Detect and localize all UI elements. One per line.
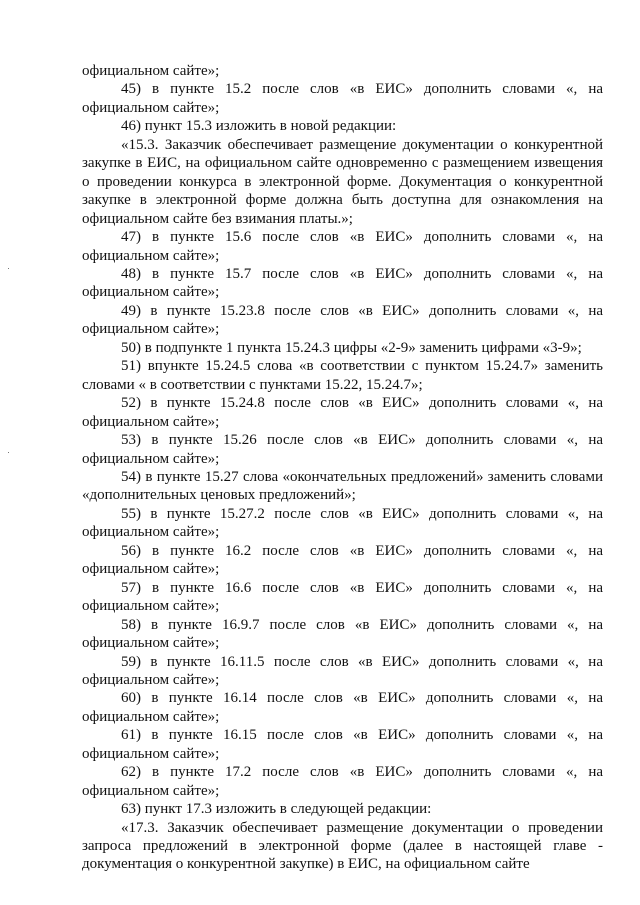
paragraph: 62) в пункте 17.2 после слов «в ЕИС» дополнить словами «, на официальном сайте»;: [82, 764, 603, 799]
paragraph: 57) в пункте 16.6 после слов «в ЕИС» дополнить словами «, на официальном сайте»;: [82, 579, 603, 615]
paragraph: 58) в пункте 16.9.7 после слов «в ЕИС» дополнить словами «, на официальном сайте»;: [82, 616, 603, 652]
paragraph: 56) в пункте 16.2 после слов «в ЕИС» дополнить словами «, на официальном сайте»;: [82, 542, 603, 578]
paragraph: 53) в пункте 15.26 после слов «в ЕИС» дополнить словами «, на официальном сайте»;: [82, 432, 603, 467]
paragraph: 52) в пункте 15.24.8 после слов «в ЕИС» дополнить словами «, на официальном сайте»;: [82, 395, 603, 430]
paragraph: 46) пункт 15.3 изложить в новой редакции:: [121, 118, 397, 135]
paragraph: 48) в пункте 15.7 после слов «в ЕИС» дополнить словами «, на официальном сайте»;: [82, 265, 603, 301]
paragraph: 47) в пункте 15.6 после слов «в ЕИС» дополнить словами «, на официальном сайте»;: [82, 229, 603, 264]
paragraph: 49) в пункте 15.23.8 после слов «в ЕИС» дополнить словами «, на официальном сайте»;: [82, 302, 603, 338]
paragraph: 50) в подпункте 1 пункта 15.24.3 цифры «2-9» заменить цифрами «3-9»;: [121, 339, 582, 356]
document-body: [82, 62, 603, 874]
paragraph: 59) в пункте 16.11.5 после слов «в ЕИС» дополнить словами «, на официальном сайте»;: [82, 653, 603, 688]
paragraph: 51) впункте 15.24.5 слова «в соответствии с пунктом 15.24.7» заменить словами « в соответствии с пунктами 15.22, 15.24.7»;: [82, 358, 603, 393]
scan-speck: [8, 452, 9, 453]
paragraph: 61) в пункте 16.15 после слов «в ЕИС» дополнить словами «, на официальном сайте»;: [82, 727, 603, 762]
paragraph: официальном сайте»;: [82, 63, 220, 79]
paragraph: «15.3. Заказчик обеспечивает размещение документации о конкурентной закупке в ЕИС, на официальном сайте одновременно с размещением извещения о проведении конкурса в электронной форме. Документация о конкурентной закупке в электронной форме должна быть доступна для ознакомления на официальном сайте без взимания платы.»;: [82, 136, 603, 227]
scan-speck: [8, 268, 9, 269]
paragraph: 63) пункт 17.3 изложить в следующей редакции:: [121, 801, 432, 818]
paragraph: 55) в пункте 15.27.2 после слов «в ЕИС» дополнить словами «, на официальном сайте»;: [82, 505, 603, 541]
paragraph: 45) в пункте 15.2 после слов «в ЕИС» дополнить словами «, на официальном сайте»;: [82, 81, 603, 116]
paragraph: 54) в пункте 15.27 слова «окончательных предложений» заменить словами «дополнительных ценовых предложений»;: [82, 468, 603, 504]
paragraph: 60) в пункте 16.14 после слов «в ЕИС» дополнить словами «, на официальном сайте»;: [82, 690, 603, 725]
paragraph: «17.3. Заказчик обеспечивает размещение документации о проведении запроса предложений в электронной форме (далее в настоящей главе - документация о конкурентной закупке) в ЕИС, на официальном сайте: [82, 819, 603, 873]
